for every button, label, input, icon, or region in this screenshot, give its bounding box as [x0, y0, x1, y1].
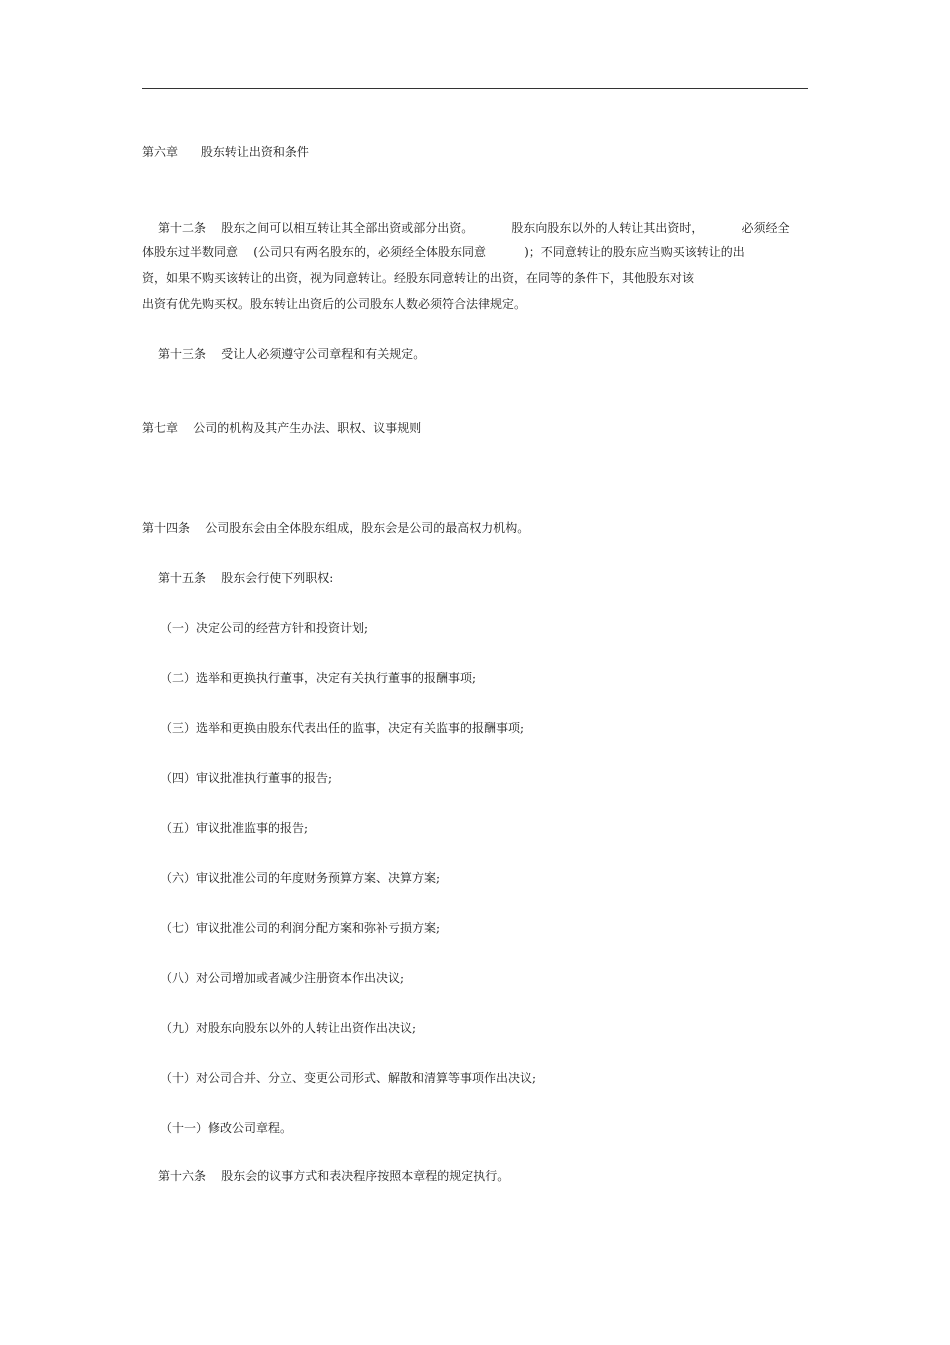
list-item: （一）决定公司的经营方针和投资计划;: [160, 621, 369, 635]
list-item: （二）选举和更换执行董事，决定有关执行董事的报酬事项;: [160, 671, 477, 685]
article-16: 第十六条 股东会的议事方式和表决程序按照本章程的规定执行。: [158, 1169, 510, 1183]
list-item: （六）审议批准公司的年度财务预算方案、决算方案;: [160, 871, 441, 885]
list-item: （七）审议批准公司的利润分配方案和弥补亏损方案;: [160, 921, 441, 935]
header-rule: [142, 88, 808, 89]
article-12-line-4: 出资有优先购买权。股东转让出资后的公司股东人数必须符合法律规定。: [142, 297, 527, 311]
article-12-line-2: 体股东过半数同意 (公司只有两名股东的，必须经全体股东同意 )；不同意转让的股东应当购买该转让的出: [142, 245, 745, 259]
list-item: （十）对公司合并、分立、变更公司形式、解散和清算等事项作出决议;: [160, 1071, 537, 1085]
list-item: （三）选举和更换由股东代表出任的监事，决定有关监事的报酬事项;: [160, 721, 525, 735]
article-14: 第十四条 公司股东会由全体股东组成，股东会是公司的最高权力机构。: [142, 521, 530, 535]
article-12-line-1: 第十二条 股东之间可以相互转让其全部出资或部分出资。 股东向股东以外的人转让其出资时， 必须经全: [158, 221, 790, 235]
article-12-line-3: 资，如果不购买该转让的出资，视为同意转让。经股东同意转让的出资，在同等的条件下，其他股东对该: [142, 271, 695, 285]
list-item: （八）对公司增加或者减少注册资本作出决议;: [160, 971, 405, 985]
article-13: 第十三条 受让人必须遵守公司章程和有关规定。: [158, 347, 426, 361]
list-item: （九）对股东向股东以外的人转让出资作出决议;: [160, 1021, 417, 1035]
chapter-6-heading: 第六章 股东转让出资和条件: [142, 145, 309, 159]
list-item: （四）审议批准执行董事的报告;: [160, 771, 333, 785]
list-item: （五）审议批准监事的报告;: [160, 821, 309, 835]
article-15: 第十五条 股东会行使下列职权:: [158, 571, 334, 585]
list-item: （十一）修改公司章程。: [160, 1121, 293, 1135]
chapter-7-heading: 第七章 公司的机构及其产生办法、职权、议事规则: [142, 421, 422, 435]
